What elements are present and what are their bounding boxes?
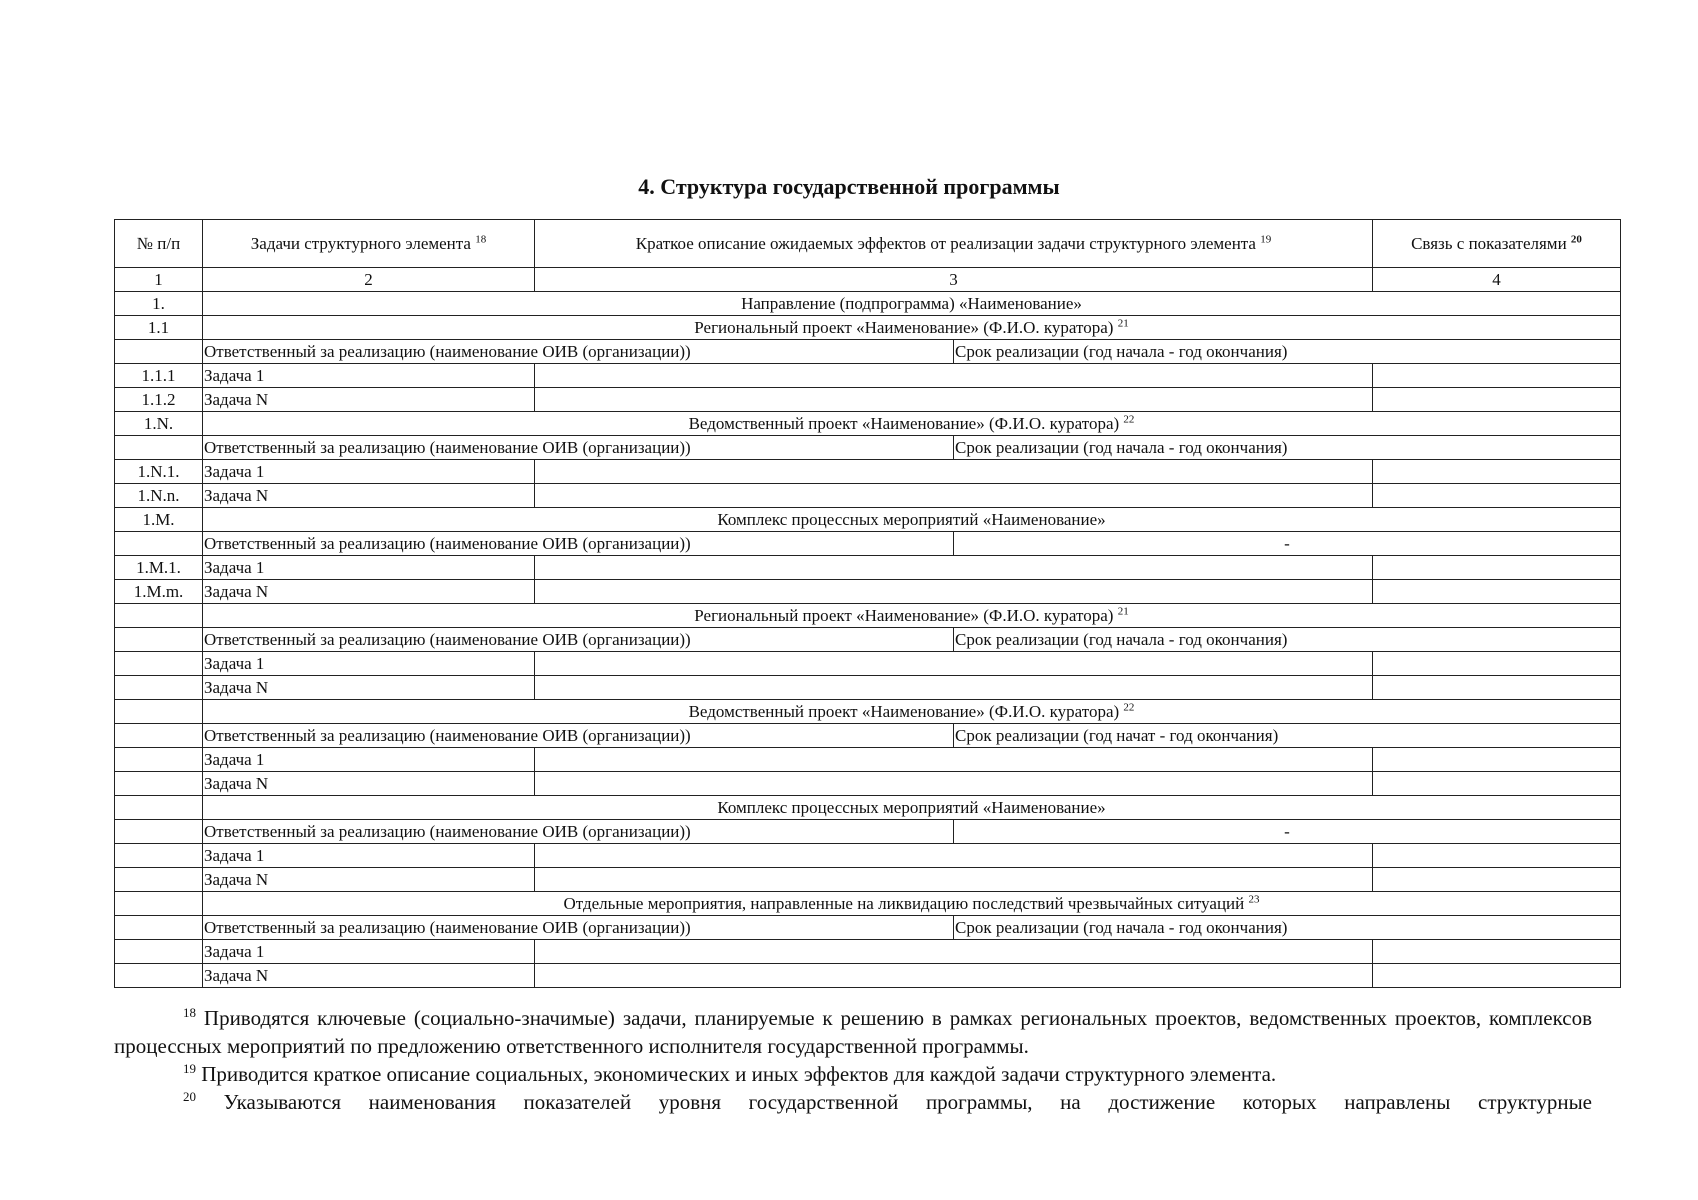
responsible-row xyxy=(115,820,1621,844)
task-cell: Задача N xyxy=(203,388,535,412)
term-cell: Срок реализации (год начала - год окончания) xyxy=(954,436,1621,460)
responsible-row xyxy=(115,532,1621,556)
responsible-row xyxy=(115,724,1621,748)
row-number: 1.N.1. xyxy=(115,460,203,484)
column-number: 4 xyxy=(1373,268,1621,292)
section-title: Комплекс процессных мероприятий «Наименование» xyxy=(203,796,1621,820)
section-title: Ведомственный проект «Наименование» (Ф.И.О. куратора) $^{22}$ xyxy=(203,412,1621,436)
row-number: 1.M.1. xyxy=(115,556,203,580)
section-title: Региональный проект «Наименование» (Ф.И.О. куратора) $^{21}$ xyxy=(203,316,1621,340)
table-row xyxy=(115,940,1621,964)
task-cell: Задача N xyxy=(203,484,535,508)
term-cell: Срок реализации (год начала - год окончания) xyxy=(954,340,1621,364)
task-cell: Задача N xyxy=(203,868,535,892)
responsible-cell: Ответственный за реализацию (наименование ОИВ (организации)) xyxy=(203,724,954,748)
task-cell: Задача N xyxy=(203,580,535,604)
term-cell: Срок реализации (год начала - год окончания) xyxy=(954,628,1621,652)
header-indicators: Связь с показателями $^{20}$ xyxy=(1373,220,1621,268)
responsible-row xyxy=(115,436,1621,460)
program-structure-table xyxy=(114,219,1621,988)
section-row xyxy=(115,604,1621,628)
section-title: Региональный проект «Наименование» (Ф.И.О. куратора) $^{21}$ xyxy=(203,604,1621,628)
section-row xyxy=(115,316,1621,340)
row-number: 1.1.1 xyxy=(115,364,203,388)
column-number: 3 xyxy=(535,268,1373,292)
table-row xyxy=(115,556,1621,580)
column-number: 2 xyxy=(203,268,535,292)
table-row xyxy=(115,484,1621,508)
column-number: 1 xyxy=(115,268,203,292)
task-cell: Задача N xyxy=(203,964,535,988)
table-row xyxy=(115,580,1621,604)
section-row xyxy=(115,796,1621,820)
section-title: Отдельные мероприятия, направленные на ликвидацию последствий чрезвычайных ситуаций $^{23}$ xyxy=(203,892,1621,916)
column-number-row xyxy=(115,268,1621,292)
row-number: 1.1.2 xyxy=(115,388,203,412)
row-number: 1.1 xyxy=(115,316,203,340)
term-cell: - xyxy=(954,820,1621,844)
task-cell: Задача 1 xyxy=(203,364,535,388)
section-title: Направление (подпрограмма) «Наименование» xyxy=(203,292,1621,316)
page-title: 4. Структура государственной программы xyxy=(638,174,1060,199)
responsible-cell: Ответственный за реализацию (наименование ОИВ (организации)) xyxy=(203,436,954,460)
task-cell: Задача 1 xyxy=(203,556,535,580)
row-number: 1.M.m. xyxy=(115,580,203,604)
table-row xyxy=(115,964,1621,988)
section-row xyxy=(115,892,1621,916)
section-row xyxy=(115,700,1621,724)
task-cell: Задача 1 xyxy=(203,748,535,772)
row-number: 1.N. xyxy=(115,412,203,436)
task-cell: Задача N xyxy=(203,772,535,796)
footnote-19: $^{19}$ Приводится краткое описание социальных, экономических и иных эффектов для каждой задачи структурного элемента. xyxy=(183,1061,1277,1086)
table-row xyxy=(115,388,1621,412)
responsible-cell: Ответственный за реализацию (наименование ОИВ (организации)) xyxy=(203,532,954,556)
term-cell: Срок реализации (год начат - год окончания) xyxy=(954,724,1621,748)
table-row xyxy=(115,868,1621,892)
responsible-cell: Ответственный за реализацию (наименование ОИВ (организации)) xyxy=(203,340,954,364)
row-number: 1.N.n. xyxy=(115,484,203,508)
row-number: 1.M. xyxy=(115,508,203,532)
section-title: Ведомственный проект «Наименование» (Ф.И.О. куратора) $^{22}$ xyxy=(203,700,1621,724)
header-number: № п/п xyxy=(115,220,203,268)
table-row xyxy=(115,676,1621,700)
table-row xyxy=(115,652,1621,676)
task-cell: Задача 1 xyxy=(203,844,535,868)
responsible-cell: Ответственный за реализацию (наименование ОИВ (организации)) xyxy=(203,916,954,940)
responsible-cell: Ответственный за реализацию (наименование ОИВ (организации)) xyxy=(203,820,954,844)
section-row xyxy=(115,412,1621,436)
table-row xyxy=(115,748,1621,772)
section-row xyxy=(115,508,1621,532)
direction-row xyxy=(115,292,1621,316)
responsible-row xyxy=(115,628,1621,652)
responsible-row xyxy=(115,340,1621,364)
task-cell: Задача 1 xyxy=(203,652,535,676)
table-row xyxy=(115,364,1621,388)
header-effects: Краткое описание ожидаемых эффектов от реализации задачи структурного элемента $^{19}$ xyxy=(535,220,1373,268)
table-header-row xyxy=(115,220,1621,268)
row-number: 1. xyxy=(115,292,203,316)
header-tasks: Задачи структурного элемента $^{18}$ xyxy=(203,220,535,268)
table-row xyxy=(115,460,1621,484)
task-cell: Задача 1 xyxy=(203,940,535,964)
term-cell: - xyxy=(954,532,1621,556)
term-cell: Срок реализации (год начала - год окончания) xyxy=(954,916,1621,940)
task-cell: Задача 1 xyxy=(203,460,535,484)
section-title: Комплекс процессных мероприятий «Наименование» xyxy=(203,508,1621,532)
table-row xyxy=(115,844,1621,868)
responsible-cell: Ответственный за реализацию (наименование ОИВ (организации)) xyxy=(203,628,954,652)
task-cell: Задача N xyxy=(203,676,535,700)
footnote-20: $^{20}$ Указываются наименования показателей уровня государственной программы, на достижение которых направлены структурные xyxy=(183,1089,1592,1114)
table-row xyxy=(115,772,1621,796)
footnotes xyxy=(114,1004,1592,1116)
footnote-18: $^{18}$ Приводятся ключевые (социально-значимые) задачи, планируемые к решению в рамках региональных проектов, ведомственных проектов, комплексов процессных мероприятий по предложению ответственного исполнителя государственной программы. xyxy=(114,1005,1593,1058)
responsible-row xyxy=(115,916,1621,940)
